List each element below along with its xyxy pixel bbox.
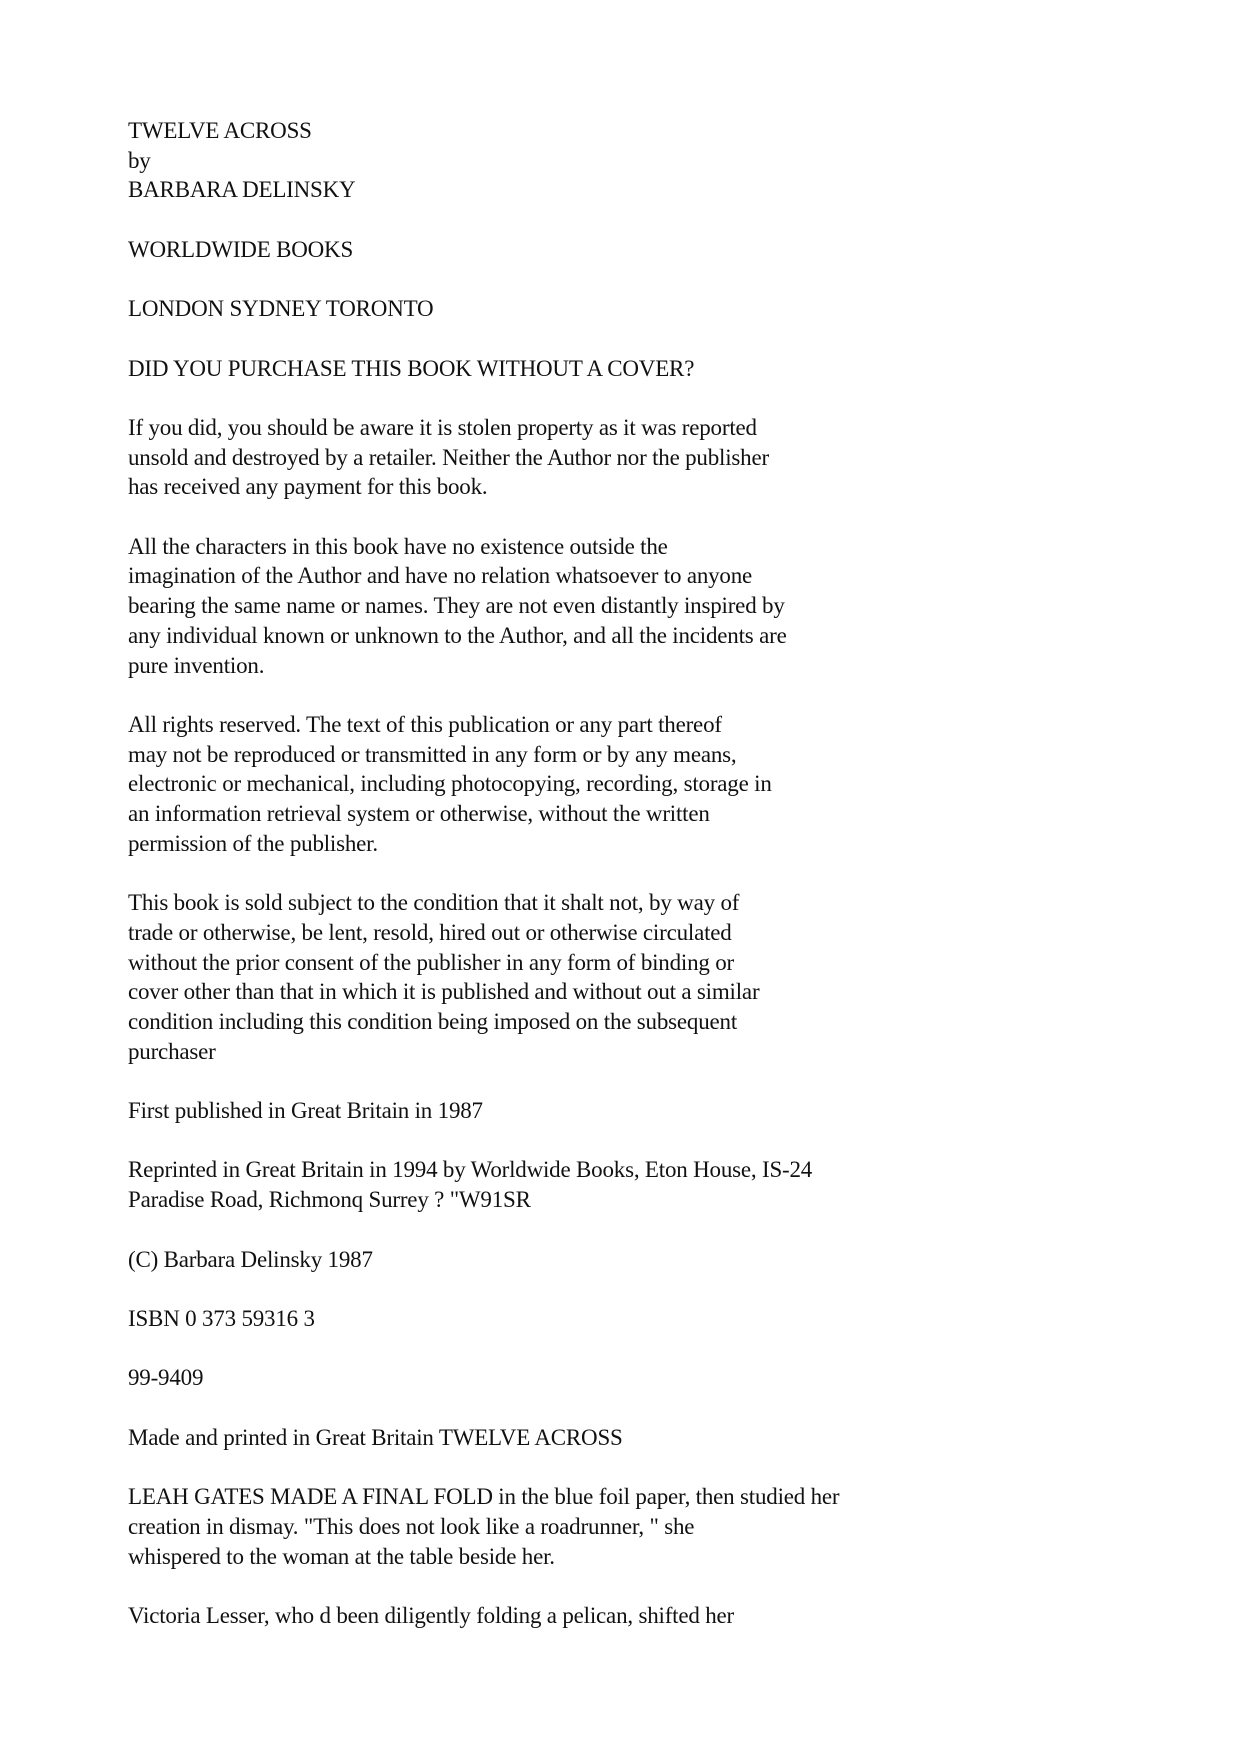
- book-title: TWELVE ACROSS: [128, 118, 312, 143]
- paragraph-line: whispered to the woman at the table beside her.: [128, 1543, 555, 1569]
- printed-in-block: [128, 1423, 1128, 1453]
- byline-by: by: [128, 147, 151, 173]
- publisher-cities: LONDON SYDNEY TORONTO: [128, 296, 434, 322]
- paragraph-line: electronic or mechanical, including photocopying, recording, storage in: [128, 771, 772, 797]
- paragraph-line: any individual known or unknown to the Author, and all the incidents are: [128, 622, 787, 648]
- paragraph-line: This book is sold subject to the condition that it shalt not, by way of: [128, 890, 740, 916]
- paragraph-line: condition including this condition being imposed on the subsequent: [128, 1008, 738, 1034]
- story-opening-paragraph: [128, 1482, 1128, 1571]
- publisher-name: WORLDWIDE BOOKS: [128, 236, 354, 262]
- cities-block: [128, 294, 1128, 324]
- fiction-disclaimer-paragraph: [128, 532, 1128, 681]
- cover-warning-heading: DID YOU PURCHASE THIS BOOK WITHOUT A COVER?: [128, 355, 695, 381]
- cover-warning-heading-block: [128, 354, 1128, 384]
- first-published-line: First published in Great Britain in 1987: [128, 1098, 483, 1124]
- paragraph-line: permission of the publisher.: [128, 830, 378, 856]
- paragraph-line: All the characters in this book have no existence outside the: [128, 533, 668, 559]
- sale-condition-paragraph: [128, 888, 1128, 1066]
- rights-reserved-paragraph: [128, 710, 1128, 859]
- paragraph-line: unsold and destroyed by a retailer. Neither the Author nor the publisher: [128, 444, 769, 470]
- paragraph-line: without the prior consent of the publisher in any form of binding or: [128, 949, 735, 975]
- paragraph-line: Victoria Lesser, who d been diligently folding a pelican, shifted her: [128, 1602, 734, 1628]
- paragraph-line: trade or otherwise, be lent, resold, hired out or otherwise circulated: [128, 919, 732, 945]
- paragraph-line: imagination of the Author and have no relation whatsoever to anyone: [128, 563, 753, 589]
- paragraph-line: LEAH GATES MADE A FINAL FOLD in the blue foil paper, then studied her: [128, 1484, 840, 1510]
- printed-in-line: Made and printed in Great Britain TWELVE ACROSS: [128, 1424, 623, 1450]
- isbn-block: [128, 1304, 1128, 1334]
- paragraph-line: cover other than that in which it is published and without out a similar: [128, 979, 760, 1005]
- reprint-address-line: Paradise Road, Richmonq Surrey ? "W91SR: [128, 1187, 531, 1213]
- copyright-line: (C) Barbara Delinsky 1987: [128, 1246, 373, 1272]
- isbn-line: ISBN 0 373 59316 3: [128, 1305, 315, 1331]
- paragraph-line: may not be reproduced or transmitted in any form or by any means,: [128, 741, 737, 767]
- paragraph-line: If you did, you should be aware it is stolen property as it was reported: [128, 414, 757, 440]
- story-second-paragraph: [128, 1601, 1128, 1631]
- paragraph-line: has received any payment for this book.: [128, 474, 488, 500]
- paragraph-line: creation in dismay. "This does not look like a roadrunner, " she: [128, 1513, 695, 1539]
- paragraph-line: an information retrieval system or otherwise, without the written: [128, 801, 710, 827]
- publisher-block: [128, 235, 1128, 265]
- first-published-block: [128, 1096, 1128, 1126]
- catalog-number: 99-9409: [128, 1365, 204, 1391]
- catalog-number-block: [128, 1363, 1128, 1393]
- paragraph-line: purchaser: [128, 1038, 216, 1064]
- document-page: [128, 116, 1128, 1660]
- paragraph-line: bearing the same name or names. They are not even distantly inspired by: [128, 593, 785, 619]
- reprint-line: Reprinted in Great Britain in 1994 by Worldwide Books, Eton House, IS-24: [128, 1157, 813, 1183]
- reprint-block: [128, 1155, 1128, 1214]
- stolen-property-paragraph: [128, 413, 1128, 502]
- author-name: BARBARA DELINSKY: [128, 177, 356, 203]
- paragraph-line: pure invention.: [128, 652, 265, 678]
- copyright-block: [128, 1245, 1128, 1275]
- title-block: [128, 116, 1128, 205]
- paragraph-line: All rights reserved. The text of this publication or any part thereof: [128, 711, 722, 737]
